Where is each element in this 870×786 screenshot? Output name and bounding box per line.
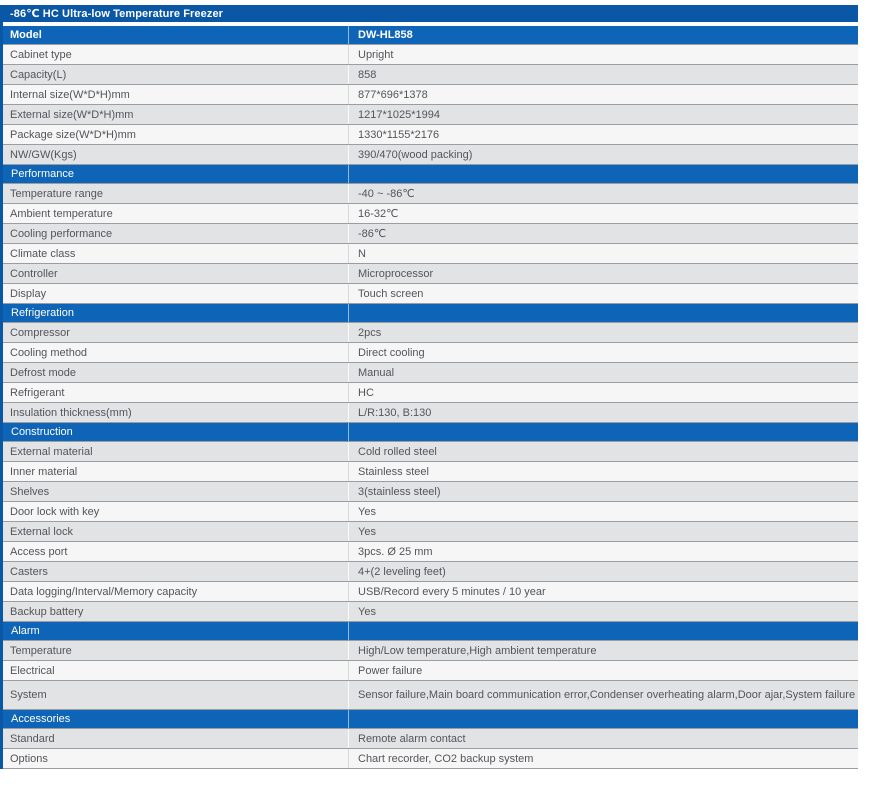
spec-label: Electrical [10,664,55,677]
spec-value: Chart recorder, CO2 backup system [348,749,858,768]
spec-label: Access port [10,545,68,558]
spec-value: Touch screen [348,284,858,303]
section-header-performance [3,165,858,184]
spec-value: Stainless steel [348,462,858,481]
spec-value: High/Low temperature,High ambient temperature [348,641,858,660]
spec-value: Yes [348,602,858,621]
freezer-spec-table [0,5,858,769]
spec-row [3,729,858,749]
spec-label: Data logging/Interval/Memory capacity [10,585,198,598]
spec-label: Ambient temperature [10,207,113,220]
model-value: DW-HL858 [348,26,858,44]
spec-row [3,323,858,343]
spec-value: Power failure [348,661,858,680]
spec-row [3,681,858,710]
spec-value: 3(stainless steel) [348,482,858,501]
spec-row [3,105,858,125]
spec-row [3,65,858,85]
spec-label: External lock [10,525,73,538]
spec-row [3,244,858,264]
spec-value: 858 [348,65,858,84]
spec-row [3,749,858,769]
section-header-label: Construction [11,426,73,438]
spec-value: Yes [348,502,858,521]
spec-value: Sensor failure,Main board communication error,Condenser overheating alarm,Door ajar,System failure [348,681,858,709]
spec-value: L/R:130, B:130 [348,403,858,422]
spec-row [3,442,858,462]
spec-row [3,224,858,244]
spec-row [3,45,858,65]
section-header-alarm [3,622,858,641]
spec-row [3,264,858,284]
spec-value: Microprocessor [348,264,858,283]
spec-label: Cooling method [10,346,88,359]
spec-row [3,343,858,363]
spec-row [3,145,858,165]
spec-value: N [348,244,858,263]
spec-value: Direct cooling [348,343,858,362]
spec-label: Display [10,287,47,300]
spec-label: Temperature [10,644,72,657]
spec-label: Backup battery [10,605,84,618]
spec-value: 877*696*1378 [348,85,858,104]
spec-row [3,602,858,622]
model-row [3,26,858,45]
spec-label: Cabinet type [10,48,72,61]
section-header-label: Refrigeration [11,307,74,319]
section-header-value-spacer [348,710,858,728]
section-header-label: Alarm [11,625,40,637]
section-header-label: Accessories [11,713,71,725]
section-header-accessories [3,710,858,729]
spec-row [3,125,858,145]
spec-value: Manual [348,363,858,382]
section-header-label: Performance [11,168,74,180]
section-header-value-spacer [348,622,858,640]
spec-value: 3pcs. Ø 25 mm [348,542,858,561]
spec-row [3,562,858,582]
section-header-value-spacer [348,304,858,322]
spec-label: External material [10,445,93,458]
section-header-refrigeration [3,304,858,323]
spec-label: External size(W*D*H)mm [10,108,134,121]
spec-row [3,482,858,502]
spec-label: NW/GW(Kgs) [10,148,77,161]
spec-value: 1217*1025*1994 [348,105,858,124]
spec-value: Yes [348,522,858,541]
spec-label: Defrost mode [10,366,77,379]
spec-row [3,661,858,681]
spec-value: HC [348,383,858,402]
spec-row [3,502,858,522]
spec-row [3,462,858,482]
table-title: -86℃ HC Ultra-low Temperature Freezer [3,5,858,22]
spec-row [3,403,858,423]
spec-row [3,641,858,661]
spec-row [3,363,858,383]
spec-value: 1330*1155*2176 [348,125,858,144]
spec-value: 390/470(wood packing) [348,145,858,164]
spec-value: USB/Record every 5 minutes / 10 year [348,582,858,601]
spec-label: Casters [10,565,48,578]
spec-row [3,383,858,403]
spec-sections [3,45,858,769]
spec-value: -40 ~ -86℃ [348,184,858,203]
spec-value: Cold rolled steel [348,442,858,461]
spec-label: Refrigerant [10,386,65,399]
spec-row [3,204,858,224]
spec-label: Capacity(L) [10,68,67,81]
section-header-value-spacer [348,165,858,183]
spec-label: System [10,689,47,701]
spec-value: Upright [348,45,858,64]
spec-label: Compressor [10,326,70,339]
spec-label: Cooling performance [10,227,113,240]
model-label: Model [10,29,42,41]
spec-label: Internal size(W*D*H)mm [10,88,130,101]
spec-label: Options [10,752,48,765]
spec-value: 16-32℃ [348,204,858,223]
spec-label: Controller [10,267,58,280]
spec-label: Inner material [10,465,78,478]
spec-label: Temperature range [10,187,103,200]
spec-value: Remote alarm contact [348,729,858,748]
spec-label: Standard [10,732,55,745]
spec-value: -86℃ [348,224,858,243]
spec-value: 2pcs [348,323,858,342]
spec-row [3,85,858,105]
spec-row [3,542,858,562]
spec-label: Insulation thickness(mm) [10,406,132,419]
spec-label: Package size(W*D*H)mm [10,128,136,141]
spec-row [3,184,858,204]
section-header-value-spacer [348,423,858,441]
spec-label: Door lock with key [10,505,100,518]
spec-row [3,522,858,542]
spec-label: Shelves [10,485,50,498]
spec-label: Climate class [10,247,76,260]
spec-row [3,284,858,304]
section-header-construction [3,423,858,442]
spec-row [3,582,858,602]
spec-value: 4+(2 leveling feet) [348,562,858,581]
